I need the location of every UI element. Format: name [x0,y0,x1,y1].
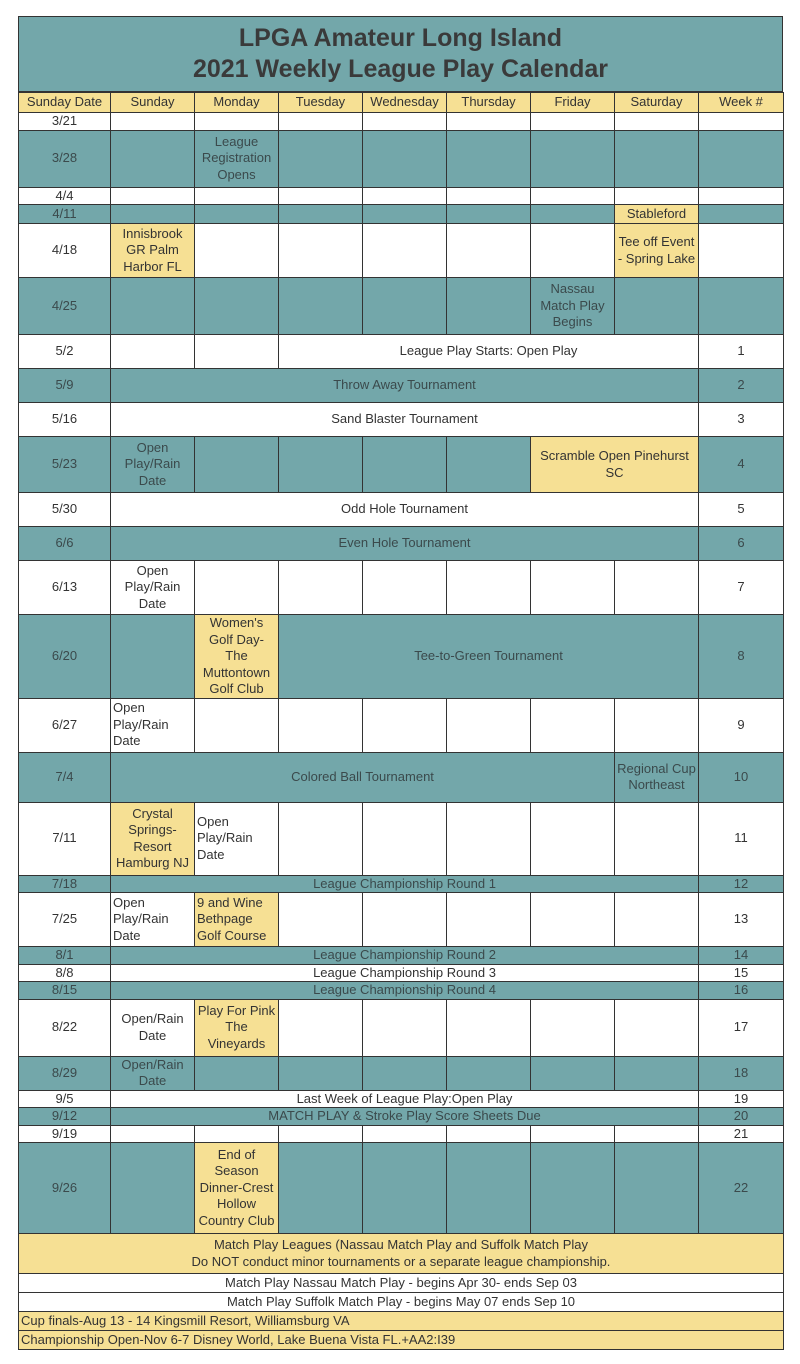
footer-note-row [19,1234,784,1274]
event-span-cell: League Championship Round 3 [111,964,699,982]
footer-nassau-row [19,1274,784,1293]
day-cell [447,113,531,131]
table-row [19,369,784,403]
day-cell [531,561,615,615]
week-cell [699,113,784,131]
header-row [19,93,784,113]
day-cell [615,561,699,615]
table-row [19,802,784,875]
nassau-schedule: Match Play Nassau Match Play - begins Apr 30- ends Sep 03 [19,1274,784,1293]
day-cell [279,278,363,335]
day-cell [111,187,195,205]
date-cell: 7/11 [19,802,111,875]
event-span-cell: Tee-to-Green Tournament [279,615,699,699]
day-cell [363,205,447,224]
date-cell: 5/16 [19,403,111,437]
event-cell: Stableford [615,205,699,224]
title-line-1: LPGA Amateur Long Island [238,24,563,52]
event-span-cell: Throw Away Tournament [111,369,699,403]
day-cell [447,1143,531,1234]
day-cell [615,893,699,947]
day-cell [531,205,615,224]
day-cell [195,561,279,615]
day-cell [531,187,615,205]
week-cell: 13 [699,893,784,947]
day-cell [363,278,447,335]
day-cell [363,130,447,187]
day-cell [363,1056,447,1090]
day-cell [531,1056,615,1090]
day-cell [531,1143,615,1234]
date-cell: 7/4 [19,752,111,802]
table-row [19,1143,784,1234]
footer-cup-row [19,1312,784,1331]
table-row [19,1108,784,1126]
table-row [19,698,784,752]
date-cell: 5/23 [19,437,111,493]
table-row [19,893,784,947]
calendar-sheet [18,16,783,1350]
table-row [19,1125,784,1143]
table-row [19,947,784,965]
week-cell [699,278,784,335]
event-cell: Open Play/Rain Date [195,802,279,875]
week-cell: 21 [699,1125,784,1143]
week-cell: 20 [699,1108,784,1126]
date-cell: 4/25 [19,278,111,335]
day-cell [279,205,363,224]
date-cell: 5/9 [19,369,111,403]
date-cell: 8/1 [19,947,111,965]
day-cell [363,437,447,493]
day-cell [615,1056,699,1090]
week-cell: 10 [699,752,784,802]
day-cell [279,113,363,131]
day-cell [111,1125,195,1143]
day-cell [615,1125,699,1143]
day-cell [447,437,531,493]
event-span-cell: League Play Starts: Open Play [279,335,699,369]
week-cell: 3 [699,403,784,437]
day-cell [111,1143,195,1234]
day-cell [447,130,531,187]
table-row [19,982,784,1000]
day-cell [615,130,699,187]
day-cell [447,187,531,205]
week-cell: 7 [699,561,784,615]
day-cell [195,1125,279,1143]
day-cell [447,278,531,335]
header-sunday: Sunday [111,93,195,113]
date-cell: 9/5 [19,1090,111,1108]
day-cell [447,893,531,947]
day-cell [195,1056,279,1090]
date-cell: 8/22 [19,999,111,1056]
date-cell: 8/8 [19,964,111,982]
table-row [19,1056,784,1090]
day-cell [195,187,279,205]
week-cell: 2 [699,369,784,403]
event-span-cell: Colored Ball Tournament [111,752,615,802]
date-cell: 7/25 [19,893,111,947]
date-cell: 3/21 [19,113,111,131]
date-cell: 6/6 [19,527,111,561]
table-row [19,875,784,893]
day-cell [363,802,447,875]
title-line-2: 2021 Weekly League Play Calendar [192,55,609,83]
day-cell [195,278,279,335]
event-cell: Open Play/Rain Date [111,893,195,947]
day-cell [363,1143,447,1234]
day-cell [531,130,615,187]
table-row [19,527,784,561]
match-play-note-line-1: Match Play Leagues (Nassau Match Play and Suffolk Match Play [213,1237,589,1252]
table-row [19,130,784,187]
event-cell: Open/Rain Date [111,999,195,1056]
day-cell [195,113,279,131]
match-play-note [19,1234,784,1274]
day-cell [363,1125,447,1143]
day-cell [615,113,699,131]
date-cell: 5/30 [19,493,111,527]
day-cell [531,113,615,131]
table-row [19,999,784,1056]
day-cell [363,999,447,1056]
day-cell [363,893,447,947]
week-cell [699,224,784,278]
week-cell: 6 [699,527,784,561]
day-cell [279,1143,363,1234]
header-saturday: Saturday [615,93,699,113]
week-cell: 14 [699,947,784,965]
footer-championship-row [19,1331,784,1350]
week-cell: 17 [699,999,784,1056]
suffolk-schedule: Match Play Suffolk Match Play - begins May 07 ends Sep 10 [19,1293,784,1312]
day-cell [111,113,195,131]
date-cell: 4/4 [19,187,111,205]
table-row [19,278,784,335]
week-cell: 12 [699,875,784,893]
week-cell: 1 [699,335,784,369]
event-span-cell: Odd Hole Tournament [111,493,699,527]
day-cell [111,130,195,187]
day-cell [615,1143,699,1234]
week-cell: 22 [699,1143,784,1234]
day-cell [279,437,363,493]
calendar-table [18,92,784,1350]
table-row [19,752,784,802]
day-cell [279,187,363,205]
event-cell: Innisbrook GR Palm Harbor FL [111,224,195,278]
day-cell [195,335,279,369]
day-cell [111,205,195,224]
day-cell [279,893,363,947]
week-cell: 18 [699,1056,784,1090]
event-cell: 9 and Wine Bethpage Golf Course [195,893,279,947]
day-cell [279,1125,363,1143]
date-cell: 9/12 [19,1108,111,1126]
event-cell: Open/Rain Date [111,1056,195,1090]
day-cell [531,698,615,752]
day-cell [363,224,447,278]
date-cell: 6/27 [19,698,111,752]
table-row [19,403,784,437]
day-cell [111,615,195,699]
event-span-cell: Last Week of League Play:Open Play [111,1090,699,1108]
event-cell: End of Season Dinner-Crest Hollow Country Club [195,1143,279,1234]
day-cell [447,698,531,752]
date-cell: 6/13 [19,561,111,615]
championship-open: Championship Open-Nov 6-7 Disney World, Lake Buena Vista FL.+AA2:I39 [19,1331,784,1350]
week-cell: 5 [699,493,784,527]
table-row [19,493,784,527]
event-span-cell: MATCH PLAY & Stroke Play Score Sheets Due [111,1108,699,1126]
day-cell [447,205,531,224]
day-cell [531,893,615,947]
event-cell: Open Play/Rain Date [111,698,195,752]
table-row [19,615,784,699]
date-cell: 8/15 [19,982,111,1000]
header-monday: Monday [195,93,279,113]
event-span-cell: League Championship Round 1 [111,875,699,893]
event-span-cell: Sand Blaster Tournament [111,403,699,437]
cup-finals: Cup finals-Aug 13 - 14 Kingsmill Resort, Williamsburg VA [19,1312,784,1331]
header-sunday-date: Sunday Date [19,93,111,113]
header-wednesday: Wednesday [363,93,447,113]
day-cell [447,1125,531,1143]
table-row [19,205,784,224]
day-cell [279,802,363,875]
header-friday: Friday [531,93,615,113]
header-tuesday: Tuesday [279,93,363,113]
header-week-number: Week # [699,93,784,113]
table-row [19,224,784,278]
event-span-cell: League Championship Round 2 [111,947,699,965]
event-cell: Nassau Match Play Begins [531,278,615,335]
date-cell: 3/28 [19,130,111,187]
header-thursday: Thursday [447,93,531,113]
title-box [18,16,783,92]
day-cell [195,698,279,752]
day-cell [531,224,615,278]
date-cell: 6/20 [19,615,111,699]
date-cell: 9/19 [19,1125,111,1143]
day-cell [195,437,279,493]
day-cell [531,999,615,1056]
event-cell: Play For Pink The Vineyards [195,999,279,1056]
day-cell [447,1056,531,1090]
event-cell: Crystal Springs- Resort Hamburg NJ [111,802,195,875]
day-cell [447,802,531,875]
day-cell [363,187,447,205]
day-cell [615,802,699,875]
day-cell [363,698,447,752]
day-cell [447,999,531,1056]
week-cell [699,130,784,187]
day-cell [279,561,363,615]
day-cell [195,224,279,278]
day-cell [615,698,699,752]
table-row [19,187,784,205]
date-cell: 8/29 [19,1056,111,1090]
event-cell: Open Play/Rain Date [111,437,195,493]
day-cell [111,278,195,335]
week-cell: 8 [699,615,784,699]
day-cell [279,1056,363,1090]
table-row [19,964,784,982]
week-cell: 4 [699,437,784,493]
day-cell [279,224,363,278]
day-cell [615,187,699,205]
event-span-cell: Scramble Open Pinehurst SC [531,437,699,493]
week-cell: 11 [699,802,784,875]
footer-suffolk-row [19,1293,784,1312]
date-cell: 5/2 [19,335,111,369]
week-cell: 15 [699,964,784,982]
day-cell [615,999,699,1056]
day-cell [279,130,363,187]
date-cell: 7/18 [19,875,111,893]
date-cell: 9/26 [19,1143,111,1234]
date-cell: 4/11 [19,205,111,224]
day-cell [363,113,447,131]
event-span-cell: Even Hole Tournament [111,527,699,561]
day-cell [531,802,615,875]
event-cell: Women's Golf Day- The Muttontown Golf Club [195,615,279,699]
week-cell: 9 [699,698,784,752]
week-cell: 16 [699,982,784,1000]
day-cell [279,999,363,1056]
event-cell: Regional Cup Northeast [615,752,699,802]
day-cell [111,335,195,369]
date-cell: 4/18 [19,224,111,278]
event-cell: League Registration Opens [195,130,279,187]
day-cell [363,561,447,615]
day-cell [615,278,699,335]
day-cell [195,205,279,224]
table-row [19,1090,784,1108]
table-row [19,561,784,615]
event-cell: Open Play/Rain Date [111,561,195,615]
day-cell [279,698,363,752]
table-row [19,335,784,369]
match-play-note-line-2: Do NOT conduct minor tournaments or a separate league championship. [191,1253,611,1269]
day-cell [531,1125,615,1143]
week-cell [699,187,784,205]
table-row [19,113,784,131]
day-cell [447,561,531,615]
day-cell [447,224,531,278]
event-span-cell: League Championship Round 4 [111,982,699,1000]
event-cell: Tee off Event - Spring Lake [615,224,699,278]
table-row [19,437,784,493]
week-cell [699,205,784,224]
week-cell: 19 [699,1090,784,1108]
